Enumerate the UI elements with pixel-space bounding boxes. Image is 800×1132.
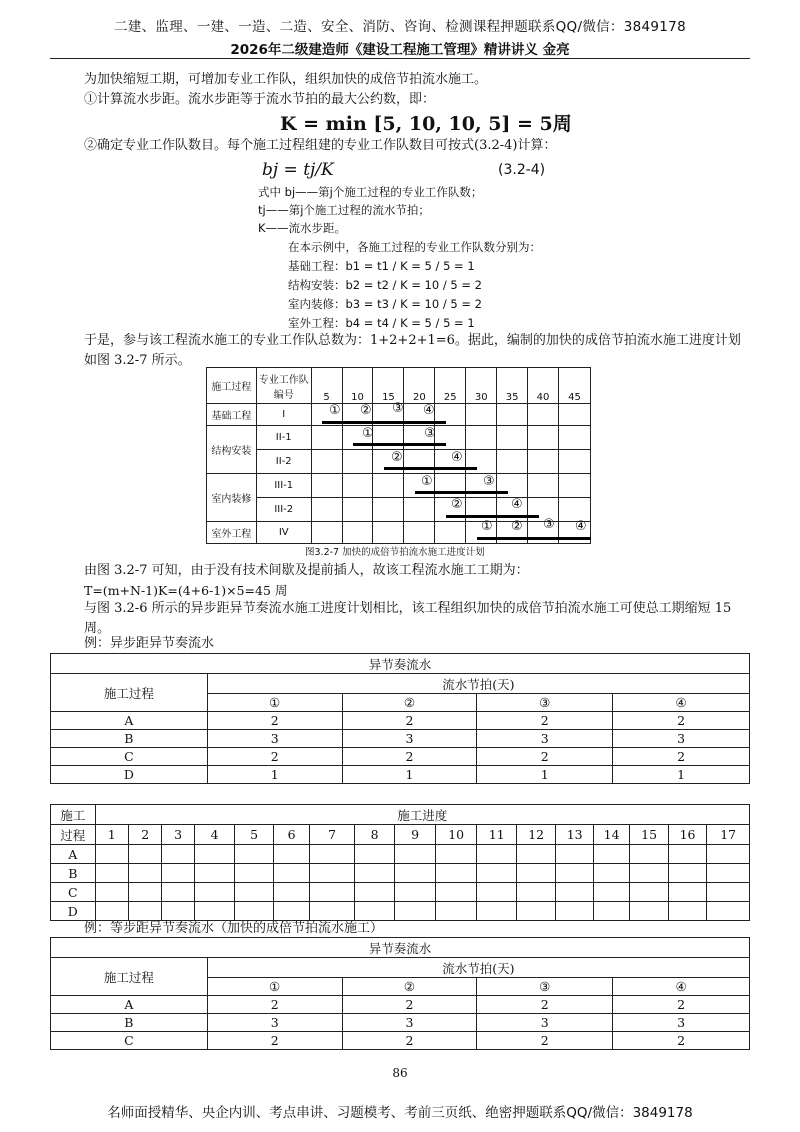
gantt-mark: ③ [543, 517, 555, 532]
header-contact-line: 二建、监理、一建、一造、二造、安全、消防、咨询、检测课程押题联系QQ/微信：3849178 [114, 19, 686, 35]
fig-team: III-2 [256, 498, 311, 522]
gantt-bar-III-1 [415, 491, 508, 494]
grid-row-label: A [51, 845, 96, 864]
gantt-mark: ④ [511, 497, 523, 512]
grid-day: 12 [516, 825, 556, 845]
table-cell: 3 [613, 1014, 750, 1032]
table-col: ② [342, 694, 477, 712]
fig-tick: 35 [497, 368, 528, 404]
paragraph-comparison: 与图 3.2-6 所示的异步距异节奏流水施工进度计划相比，该工程组织加快的成倍节拍流水施工可使总工期缩短 15 周。 [84, 601, 732, 636]
grid-day: 8 [354, 825, 395, 845]
fig-team: III-1 [256, 474, 311, 498]
table-cell: 2 [613, 748, 750, 766]
table-cell: 2 [477, 996, 613, 1014]
table-row [51, 730, 750, 748]
table-row [51, 996, 750, 1014]
grid-row [51, 883, 750, 902]
table-async-rhythm [50, 653, 750, 784]
fig-tick: 10 [342, 368, 373, 404]
table-cell: 2 [207, 748, 342, 766]
grid-day: 16 [668, 825, 706, 845]
grid-row [51, 902, 750, 921]
table-cell: 3 [477, 730, 613, 748]
table-cell: 2 [342, 712, 477, 730]
formula-flow-step: K = min [5, 10, 10, 5] = 5周 [280, 113, 572, 135]
grid-day: 7 [310, 825, 355, 845]
gantt-bar-II-2 [384, 467, 477, 470]
table-col: ② [342, 978, 477, 996]
figure-caption: 图3.2-7 加快的成倍节拍流水施工进度计划 [305, 547, 485, 558]
example-label-2: 例：等步距异节奏流水（加快的成倍节拍流水施工） [84, 921, 384, 936]
gantt-mark: ③ [424, 426, 436, 441]
grid-row-label: D [51, 902, 96, 921]
gantt-mark: ④ [575, 519, 587, 534]
table-col: ③ [477, 978, 613, 996]
table-cell: 1 [477, 766, 613, 784]
table-row [51, 766, 750, 784]
fig-tick: 5 [311, 368, 342, 404]
fig-tick: 30 [466, 368, 497, 404]
fig-team: II-1 [256, 426, 311, 450]
where-line-3: K——流水步距。 [258, 221, 347, 235]
example-label-1: 例：异步距异节奏流水 [84, 636, 215, 651]
gantt-mark: ① [329, 403, 341, 418]
table-cell: B [51, 730, 208, 748]
table-cell: 2 [342, 748, 477, 766]
grid-day: 6 [273, 825, 309, 845]
gantt-mark: ② [511, 519, 523, 534]
table-cell: 3 [477, 1014, 613, 1032]
table-title: 异节奏流水 [51, 938, 750, 958]
equation-number: (3.2-4) [498, 162, 546, 178]
table-cell: 3 [207, 730, 342, 748]
table-col: ① [207, 978, 342, 996]
fig-tick: 20 [404, 368, 435, 404]
grid-day: 13 [556, 825, 593, 845]
fig-process: 基础工程 [207, 404, 257, 426]
gantt-bar-I [322, 421, 446, 424]
table-cell: A [51, 996, 208, 1014]
paragraph-duration-intro: 由图 3.2-7 可知，由于没有技术间歇及提前插人，故该工程流水施工工期为： [84, 563, 529, 578]
table-row [51, 1014, 750, 1032]
gantt-mark: ① [481, 519, 493, 534]
table-cell: B [51, 1014, 208, 1032]
gantt-mark: ③ [392, 401, 404, 416]
gantt-bar-IV [477, 537, 591, 540]
gantt-mark: ④ [451, 450, 463, 465]
grid-row-label: B [51, 864, 96, 883]
grid-row [51, 845, 750, 864]
table-cell: D [51, 766, 208, 784]
gantt-mark: ④ [423, 403, 435, 418]
gantt-mark: ③ [483, 474, 495, 489]
fig-tick: 25 [435, 368, 466, 404]
gantt-bar-III-2 [446, 515, 539, 518]
table-header-beat: 流水节拍(天) [207, 674, 749, 694]
table-col: ③ [477, 694, 613, 712]
table-title: 异节奏流水 [51, 654, 750, 674]
example-intro: 在本示例中，各施工过程的专业工作队数分别为： [288, 240, 541, 254]
gantt-mark: ① [362, 426, 374, 441]
table-cell: 2 [613, 712, 750, 730]
paragraph-step1: ①计算流水步距。流水步距等于流水节拍的最大公约数，即： [84, 92, 436, 107]
gantt-mark: ② [451, 497, 463, 512]
table-cell: 2 [342, 996, 477, 1014]
grid-row-label: C [51, 883, 96, 902]
table-header-process: 施工过程 [51, 958, 208, 996]
grid-day: 11 [477, 825, 517, 845]
grid-header-1: 施工 [51, 805, 96, 825]
table-cell: 1 [342, 766, 477, 784]
paragraph-total-teams: 于是，参与该工程流水施工的专业工作队总数为：1+2+2+1=6。据此，编制的加快的成倍节拍流水施工进度计划如图 3.2-7 所示。 [84, 333, 741, 368]
example-line-3: 室内装修：b3 = t3 / K = 10 / 5 = 2 [288, 297, 482, 311]
table-cell: 3 [342, 1014, 477, 1032]
grid-row [51, 864, 750, 883]
example-line-1: 基础工程：b1 = t1 / K = 5 / 5 = 1 [288, 259, 475, 273]
grid-day: 14 [593, 825, 629, 845]
table-cell: 2 [207, 996, 342, 1014]
gantt-mark: ② [391, 450, 403, 465]
fig-team: IV [256, 522, 311, 544]
grid-header-2: 过程 [51, 825, 96, 845]
table-row [51, 748, 750, 766]
table-col: ④ [613, 694, 750, 712]
table-cell: 2 [613, 1032, 750, 1050]
header-divider [50, 58, 750, 59]
paragraph-step2: ②确定专业工作队数目。每个施工过程组建的专业工作队数目可按式(3.2-4)计算： [84, 138, 557, 153]
gantt-mark: ① [421, 474, 433, 489]
example-line-4: 室外工程：b4 = t4 / K = 5 / 5 = 1 [288, 316, 475, 330]
gantt-mark: ② [360, 403, 372, 418]
paragraph-intro: 为加快缩短工期，可增加专业工作队，组织加快的成倍节拍流水施工。 [84, 72, 488, 87]
table-cell: 2 [477, 1032, 613, 1050]
table-col: ④ [613, 978, 750, 996]
grid-day: 4 [194, 825, 235, 845]
grid-day: 1 [95, 825, 128, 845]
table-cell: 2 [477, 712, 613, 730]
table-cell: 2 [477, 748, 613, 766]
grid-title: 施工进度 [95, 805, 749, 825]
gantt-bar-II-1 [353, 443, 446, 446]
table-cell: 2 [342, 1032, 477, 1050]
grid-day: 10 [435, 825, 477, 845]
table-cell: 3 [342, 730, 477, 748]
table-cell: 2 [207, 712, 342, 730]
fig-header-team: 专业工作队编号 [256, 368, 311, 404]
fig-header-process: 施工过程 [207, 368, 257, 404]
table-cell: 3 [207, 1014, 342, 1032]
table-cell: C [51, 1032, 208, 1050]
table-cell: C [51, 748, 208, 766]
table-header-process: 施工过程 [51, 674, 208, 712]
page-number: 86 [392, 1066, 408, 1080]
where-line-1: 式中 bj——第j个施工过程的专业工作队数； [258, 185, 483, 199]
fig-process: 结构安装 [207, 426, 257, 474]
fig-tick: 40 [528, 368, 559, 404]
fig-team: II-2 [256, 450, 311, 474]
grid-day: 9 [395, 825, 436, 845]
where-line-2: tj——第j个施工过程的流水节拍； [258, 203, 430, 217]
table-header-beat: 流水节拍(天) [207, 958, 749, 978]
table-cell: 1 [613, 766, 750, 784]
grid-day: 5 [235, 825, 273, 845]
formula-team-count: bj = tj/K [262, 160, 334, 180]
fig-process: 室内装修 [207, 474, 257, 522]
grid-day: 17 [707, 825, 750, 845]
table-cell: 2 [207, 1032, 342, 1050]
table-equal-step-rhythm [50, 937, 750, 1050]
table-row [51, 712, 750, 730]
footer-contact-line: 名师面授精华、央企内训、考点串讲、习题模考、考前三页纸、绝密押题联系QQ/微信：3849178 [107, 1105, 693, 1121]
table-cell: 3 [613, 730, 750, 748]
table-row [51, 1032, 750, 1050]
example-line-2: 结构安装：b2 = t2 / K = 10 / 5 = 2 [288, 278, 482, 292]
table-col: ① [207, 694, 342, 712]
paragraph-duration-formula: T=(m+N-1)K=(4+6-1)×5=45 周 [84, 583, 288, 598]
fig-team: I [256, 404, 311, 426]
grid-day: 3 [162, 825, 194, 845]
fig-tick: 45 [559, 368, 591, 404]
table-cell: 1 [207, 766, 342, 784]
table-cell: A [51, 712, 208, 730]
table-schedule-grid [50, 804, 750, 921]
fig-tick: 15 [373, 368, 404, 404]
table-cell: 2 [613, 996, 750, 1014]
grid-day: 15 [630, 825, 668, 845]
document-title: 2026年二级建造师《建设工程施工管理》精讲讲义 金亮 [230, 42, 570, 58]
grid-day: 2 [128, 825, 161, 845]
fig-process: 室外工程 [207, 522, 257, 544]
